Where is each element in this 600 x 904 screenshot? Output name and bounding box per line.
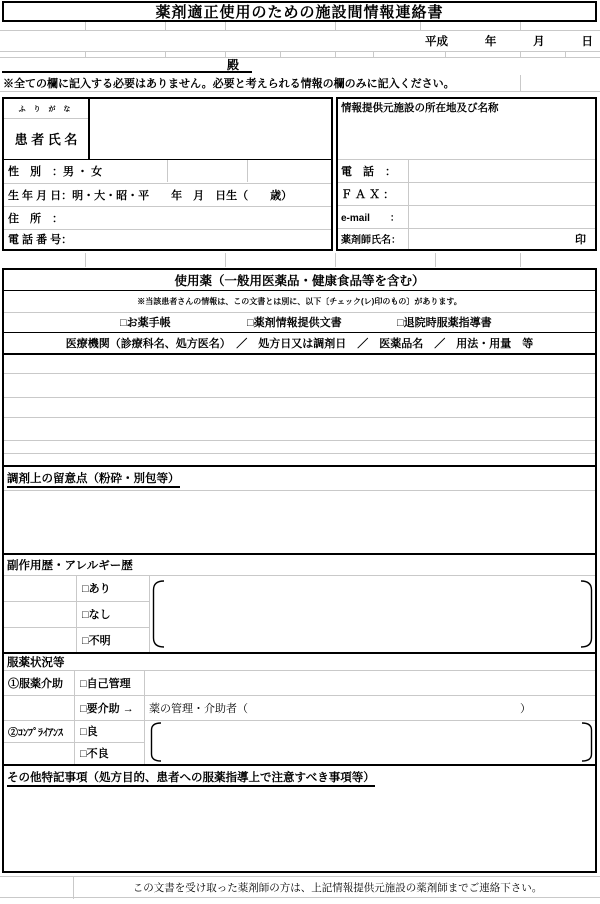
patient-address-field[interactable]	[78, 206, 328, 229]
section-divider	[4, 764, 595, 766]
facility-info-table	[336, 97, 597, 251]
left-bracket-icon	[152, 580, 165, 648]
address-row	[8, 206, 328, 229]
facility-tel-field[interactable]	[411, 159, 591, 182]
phone-row	[8, 229, 328, 249]
other-notes-header	[7, 768, 375, 786]
section-divider	[4, 465, 595, 467]
gridline	[167, 160, 168, 182]
gridline	[520, 75, 521, 91]
era-label: 平成	[425, 35, 448, 48]
allergy-option-no[interactable]: □なし	[82, 609, 111, 621]
gender-row	[8, 160, 328, 182]
status-compliance-poor-checkbox[interactable]: □不良	[80, 748, 109, 760]
medication-row-1[interactable]	[4, 355, 595, 373]
allergy-detail-field[interactable]	[167, 577, 577, 650]
assist-manager-label: 薬の管理・介助者（	[149, 702, 248, 715]
gridline	[335, 22, 336, 30]
gridline	[85, 253, 86, 267]
gridline	[73, 877, 74, 899]
gridline	[165, 22, 166, 30]
gridline	[0, 91, 600, 92]
facility-email-field[interactable]	[411, 205, 591, 228]
gridline	[144, 670, 145, 764]
left-bracket-icon	[150, 722, 162, 762]
month-label: 月	[533, 35, 545, 48]
status-self-manage-checkbox[interactable]: □自己管理	[80, 677, 131, 690]
furigana-label: ふ り が な	[4, 99, 88, 119]
pharmacist-name-field[interactable]	[411, 228, 561, 249]
section-divider	[4, 553, 595, 555]
birthdate-label: 生 年 月 日：	[8, 189, 73, 202]
gender-label: 性 別 ：	[8, 166, 63, 178]
gridline	[435, 253, 436, 267]
compliance-detail-field[interactable]	[164, 722, 579, 762]
assist-manager-field[interactable]	[254, 695, 519, 720]
section-divider	[4, 652, 595, 654]
gridline	[0, 51, 600, 52]
birthdate-row	[8, 183, 328, 206]
gridline	[520, 22, 521, 30]
date-row	[425, 30, 593, 51]
medication-row-3[interactable]	[4, 397, 595, 417]
pharmacist-label: 薬剤師氏名：	[341, 235, 401, 246]
gridline	[247, 160, 248, 182]
gridline	[420, 22, 421, 30]
medication-row-6[interactable]	[4, 453, 595, 465]
other-notes-title: その他特記事項（処方目的、患者への服薬指導上で注意すべき事項等）	[7, 772, 375, 787]
medication-row-2[interactable]	[4, 373, 595, 397]
facility-fax-row	[341, 182, 591, 205]
patient-phone-field[interactable]	[86, 229, 326, 249]
gridline	[225, 22, 226, 30]
day-label: 日	[581, 35, 593, 48]
patient-name-label: 患 者 氏 名	[14, 132, 78, 147]
discharge-guidance-checkbox[interactable]: □退院時服薬指導書	[397, 317, 492, 329]
patient-name-field[interactable]	[92, 99, 331, 159]
medication-notebook-checkbox[interactable]: □お薬手帳	[120, 317, 171, 329]
patient-name-label-column	[4, 99, 90, 159]
dispensing-section-header	[7, 469, 180, 487]
gender-value[interactable]: 男 ・ 女	[63, 166, 103, 178]
address-label: 住 所 ：	[8, 212, 63, 225]
gridline	[149, 575, 150, 652]
right-bracket-icon	[580, 580, 593, 648]
gridline	[85, 22, 86, 30]
facility-tel-label: 電 話 ：	[341, 165, 396, 178]
seal-mark: 印	[575, 233, 586, 246]
year-label: 年	[484, 35, 497, 48]
fill-instruction-note: ※全ての欄に記入する必要はありません。必要と考えられる情報の欄のみに記入ください。	[3, 78, 455, 90]
drug-info-document-checkbox[interactable]: □薬剤情報提供文書	[247, 317, 342, 329]
allergy-option-yes[interactable]: □あり	[82, 583, 111, 595]
gridline	[74, 670, 75, 764]
facility-email-label: e-mail ：	[341, 213, 400, 224]
status-needs-assist-checkbox[interactable]: □要介助 →	[80, 702, 134, 715]
assist-manager-close-paren: ）	[520, 702, 531, 715]
form-title: 薬剤適正使用のための施設間情報連絡書	[2, 1, 597, 22]
gridline	[4, 742, 144, 743]
facility-header: 情報提供元施設の所在地及び名称	[341, 102, 499, 114]
status-assist-label: ①服薬介助	[8, 677, 63, 690]
pharmacist-row	[341, 228, 592, 249]
dispensing-title: 調剤上の留意点（粉砕・別包等）	[7, 473, 180, 488]
main-form-box	[2, 268, 597, 873]
status-compliance-good-checkbox[interactable]: □良	[80, 726, 98, 738]
gridline	[4, 601, 149, 602]
birthdate-value[interactable]: 明・大・昭・平 年 月 日生（ 歳）	[72, 189, 293, 202]
phone-label: 電 話 番 号：	[8, 234, 73, 246]
footer-row	[0, 876, 600, 898]
gridline	[520, 253, 521, 267]
addressee-line[interactable]	[2, 57, 252, 73]
gridline	[76, 575, 77, 652]
facility-fax-label: Ｆ Ａ Ｘ ：	[341, 188, 395, 201]
status-compliance-label: ②ｺﾝﾌﾟﾗｲｱﾝｽ	[8, 727, 63, 739]
facility-tel-row	[341, 159, 591, 182]
other-notes-field[interactable]	[4, 786, 595, 871]
patient-info-table	[2, 97, 333, 251]
medications-checkbox-row	[4, 312, 595, 332]
footer-note: この文書を受け取った薬剤師の方は、上記情報提供元施設の薬剤師までご連絡下さい。	[132, 881, 543, 894]
gridline	[335, 253, 336, 267]
facility-fax-field[interactable]	[411, 182, 591, 205]
gridline	[225, 253, 226, 267]
medication-row-5[interactable]	[4, 440, 595, 453]
medications-title: 使用薬（一般用医薬品・健康食品等を含む）	[4, 270, 595, 291]
addressee-suffix: 殿	[226, 57, 239, 72]
right-bracket-icon	[581, 722, 593, 762]
allergy-title: 副作用歴・アレルギー歴	[7, 560, 133, 572]
medications-columns-header: 医療機関（診療科名、処方医名） ／ 処方日又は調剤日 ／ 医薬品名 ／ 用法・用量 等	[65, 338, 534, 350]
status-title: 服薬状況等	[7, 657, 65, 669]
dispensing-notes-field[interactable]	[4, 490, 595, 553]
facility-email-row	[341, 205, 591, 228]
allergy-option-unknown[interactable]: □不明	[82, 634, 111, 647]
medications-note: ※当該患者さんの情報は、この文書とは別に、以下〔チェック(レ)印のもの〕があります。	[137, 296, 462, 306]
facility-address-field[interactable]	[338, 114, 595, 159]
medication-row-4[interactable]	[4, 417, 595, 440]
gridline	[4, 627, 149, 628]
